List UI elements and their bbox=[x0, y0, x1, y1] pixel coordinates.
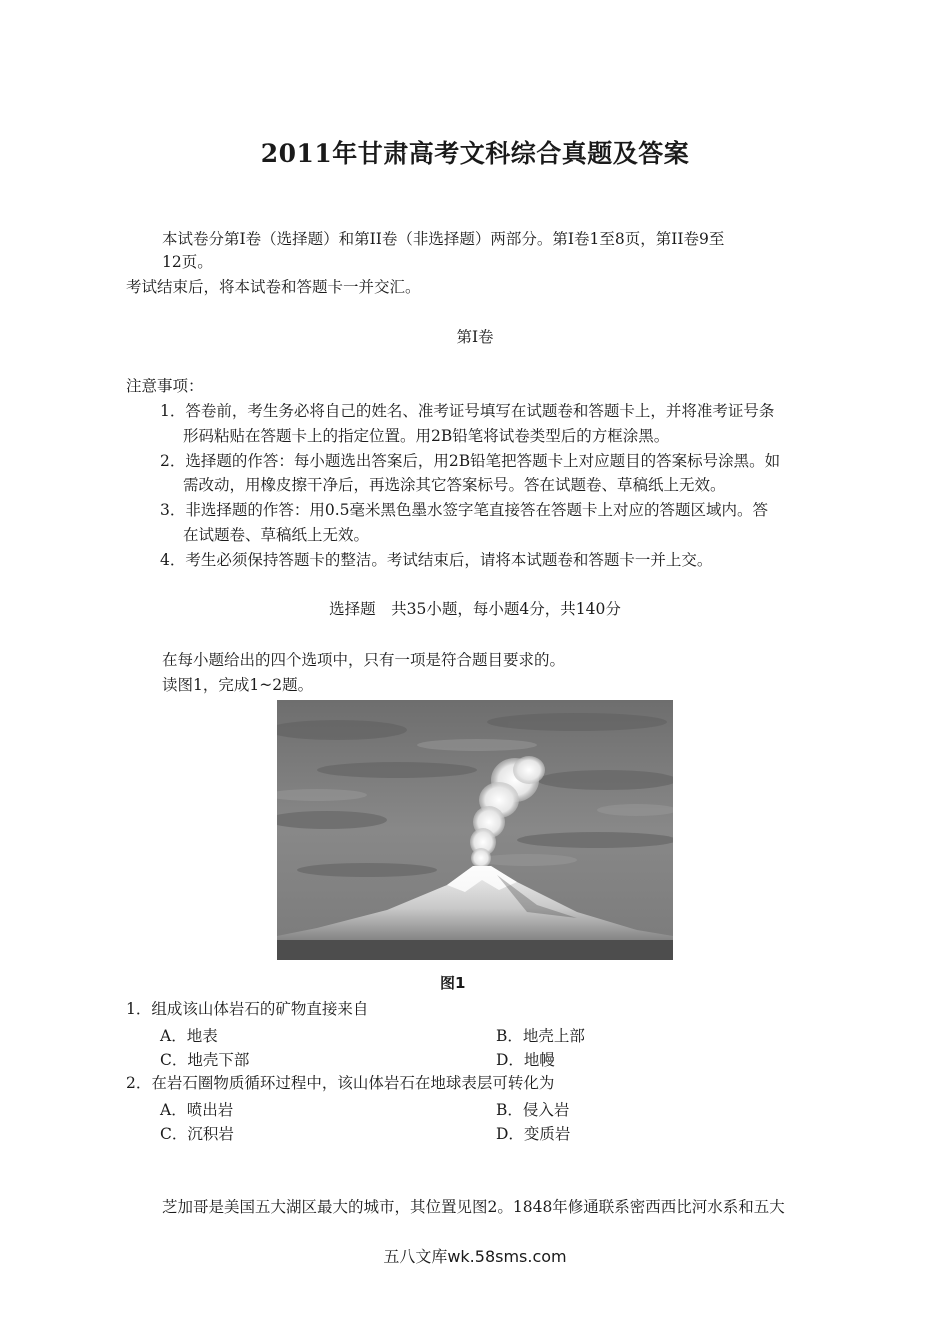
passage-line: 芝加哥是美国五大湖区最大的城市，其位置见图2。1848年修通联系密西西比河水系和五大 bbox=[162, 1198, 785, 1216]
question-1-stem: 1．组成该山体岩石的矿物直接来自 bbox=[126, 1000, 369, 1018]
notice-item-4-line-1: 4．考生必须保持答题卡的整洁。考试结束后，请将本试题卷和答题卡一并上交。 bbox=[160, 551, 713, 569]
notice-item-3-line-1: 3．非选择题的作答：用0.5毫米黑色墨水签字笔直接答在答题卡上对应的答题区域内。答 bbox=[160, 501, 769, 519]
figure-caption: 图1 bbox=[440, 974, 466, 992]
intro-line-3: 考试结束后，将本试卷和答题卡一并交汇。 bbox=[126, 278, 421, 296]
question-1-option-a: A．地表 bbox=[160, 1027, 218, 1045]
question-2-option-b: B．侵入岩 bbox=[496, 1101, 570, 1119]
section-title: 第I卷 bbox=[456, 328, 494, 346]
volcano-photo bbox=[277, 700, 673, 960]
notice-item-3-line-2: 在试题卷、草稿纸上无效。 bbox=[183, 526, 370, 544]
instruction-line-2: 读图1，完成1~2题。 bbox=[162, 676, 314, 694]
document-title: 2011年甘肃高考文科综合真题及答案 bbox=[260, 139, 690, 168]
question-1-option-b: B．地壳上部 bbox=[496, 1027, 585, 1045]
question-2-option-d: D．变质岩 bbox=[496, 1125, 571, 1143]
intro-line-2: 12页。 bbox=[162, 253, 213, 271]
question-1-option-d: D．地幔 bbox=[496, 1051, 555, 1069]
instruction-line-1: 在每小题给出的四个选项中，只有一项是符合题目要求的。 bbox=[162, 651, 566, 669]
question-1-option-c: C．地壳下部 bbox=[160, 1051, 250, 1069]
notice-item-1-line-2: 形码粘贴在答题卡上的指定位置。用2B铅笔将试卷类型后的方框涂黑。 bbox=[183, 427, 670, 445]
choice-section-header: 选择题 共35小题，每小题4分，共140分 bbox=[329, 600, 621, 618]
question-2-stem: 2．在岩石圈物质循环过程中，该山体岩石在地球表层可转化为 bbox=[126, 1074, 555, 1092]
notice-item-2-line-2: 需改动，用橡皮擦干净后，再选涂其它答案标号。答在试题卷、草稿纸上无效。 bbox=[183, 476, 726, 494]
notice-item-1-line-1: 1．答卷前，考生务必将自己的姓名、准考证号填写在试题卷和答题卡上，并将准考证号条 bbox=[160, 402, 775, 420]
intro-line-1: 本试卷分第I卷（选择题）和第II卷（非选择题）两部分。第I卷1至8页，第II卷9至 bbox=[162, 230, 725, 248]
question-2-option-a: A．喷出岩 bbox=[160, 1101, 234, 1119]
question-2-option-c: C．沉积岩 bbox=[160, 1125, 234, 1143]
footer-watermark: 五八文库wk.58sms.com bbox=[383, 1247, 567, 1266]
notice-heading: 注意事项： bbox=[126, 377, 204, 395]
notice-item-2-line-1: 2．选择题的作答：每小题选出答案后，用2B铅笔把答题卡上对应题目的答案标号涂黑。如 bbox=[160, 452, 781, 470]
